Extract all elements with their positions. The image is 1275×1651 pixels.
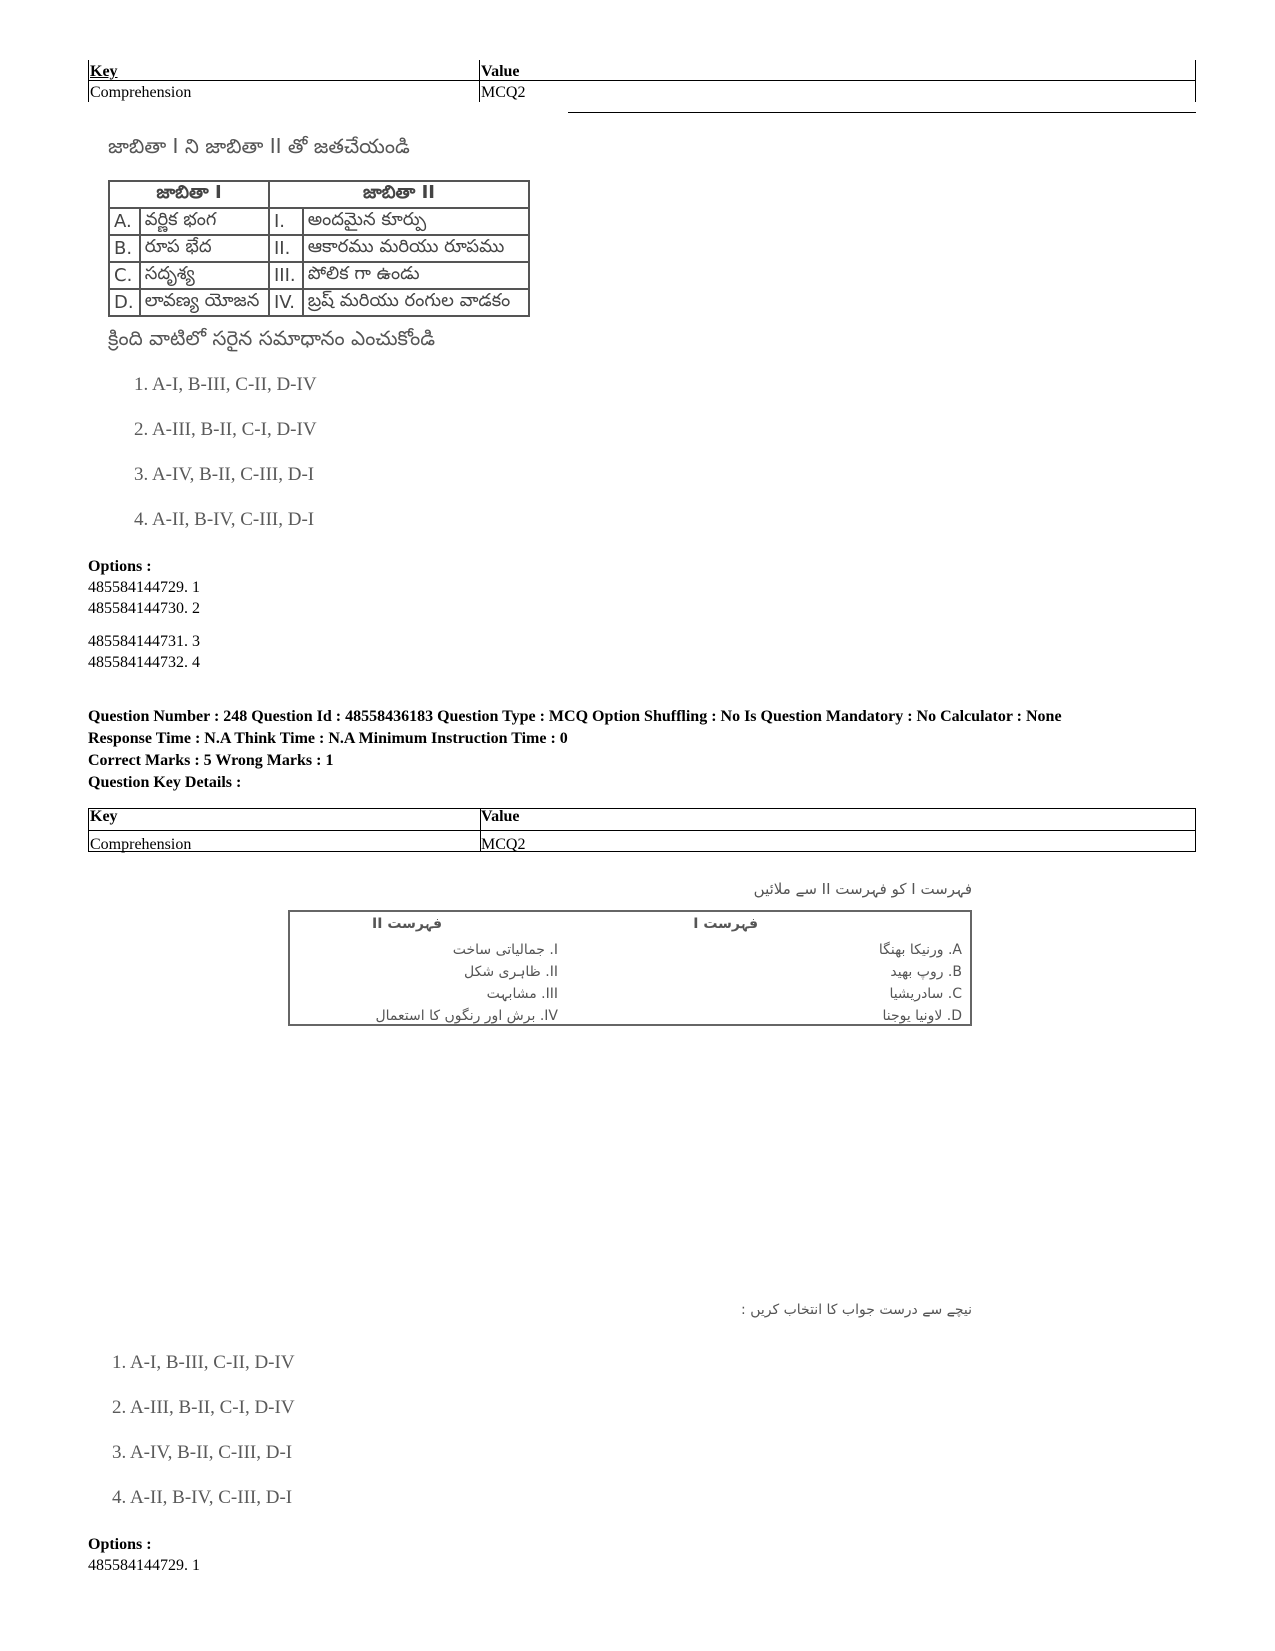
table-header-value: Value (481, 63, 520, 80)
q1-row-label: C. (109, 262, 140, 289)
question-key-details-label: Question Key Details : (88, 774, 242, 791)
q1-list1-header: జాబితా I (109, 181, 269, 208)
options-label: Options : (88, 558, 152, 575)
q2-instruction: فہرست I کو فہرست II سے ملائیں (753, 880, 972, 898)
options-label: Options : (88, 1536, 152, 1553)
q1-choice-3: 3. A-IV, B-II, C-III, D-I (134, 464, 315, 485)
table-row (109, 235, 529, 262)
option-item[interactable]: 485584144729. 1 (88, 579, 200, 596)
table-row-divider (88, 80, 1196, 81)
q1-choice-4: 4. A-II, B-IV, C-III, D-I (134, 509, 315, 530)
table-header-key: Key (90, 63, 118, 80)
table-cell-key: Comprehension (90, 836, 192, 853)
table-row (109, 289, 529, 316)
q2-row-list2: II. ظاہری شکل (464, 964, 558, 980)
q2-row-list2: I. جمالیاتی ساخت (452, 942, 558, 958)
q1-row-label: IV. (269, 289, 303, 316)
q2-row-list2: IV. برش اور رنگوں کا استعمال (375, 1008, 558, 1024)
option-item[interactable]: 485584144732. 4 (88, 654, 200, 671)
table-border-right (1195, 60, 1196, 102)
q1-row-label: A. (109, 208, 140, 235)
key-value-table-top (88, 60, 1196, 102)
q1-row-list2-text: బ్రష్ మరియు రంగుల వాడకం (303, 289, 529, 316)
table-row (109, 208, 529, 235)
q1-row-list2-text: ఆకారము మరియు రూపము (303, 235, 529, 262)
q2-row-list1: A. ورنیکا بھنگا (878, 942, 962, 958)
table-row (109, 262, 529, 289)
q1-row-list1-text: రూప భేద (140, 235, 269, 262)
table-header-value: Value (481, 808, 520, 825)
q1-choice-1: 1. A-I, B-III, C-II, D-IV (134, 374, 317, 395)
q2-row-list1: B. روپ بھید (890, 964, 962, 980)
q1-row-list2-text: అందమైన కూర్పు (303, 208, 529, 235)
q1-instruction: జాబితా I ని జాబితా II తో జతచేయండి (108, 134, 410, 158)
q2-row-list2: III. مشابہت (486, 986, 558, 1002)
q1-match-table (108, 180, 530, 317)
q2-list2-header: فہرست II (372, 916, 442, 932)
q2-choice-3: 3. A-IV, B-II, C-III, D-I (112, 1442, 293, 1463)
option-item[interactable]: 485584144729. 1 (88, 1557, 200, 1574)
q1-row-list1-text: వర్ణిక భంగ (140, 208, 269, 235)
q1-row-list2-text: పోలిక గా ఉండు (303, 262, 529, 289)
table-header-key: Key (90, 808, 118, 825)
question-meta-line: Correct Marks : 5 Wrong Marks : 1 (88, 752, 334, 769)
key-value-table-second (88, 808, 1196, 852)
q1-row-label: I. (269, 208, 303, 235)
q2-match-table (288, 910, 972, 1026)
table-column-divider (479, 60, 480, 102)
table-cell-key: Comprehension (90, 84, 192, 101)
q1-row-label: B. (109, 235, 140, 262)
table-cell-value: MCQ2 (481, 836, 526, 853)
question-meta-line: Question Number : 248 Question Id : 48558436183 Question Type : MCQ Option Shuffling : No Is Question Mandatory : No Calculator : None (88, 708, 1062, 725)
question-meta-line: Response Time : N.A Think Time : N.A Minimum Instruction Time : 0 (88, 730, 568, 747)
q1-row-label: D. (109, 289, 140, 316)
q1-row-list1-text: సదృశ్య (140, 262, 269, 289)
q2-row-list1: D. لاونیا یوجنا (882, 1008, 962, 1024)
option-item[interactable]: 485584144730. 2 (88, 600, 200, 617)
q2-prompt: نیچے سے درست جواب کا انتخاب کریں : (741, 1302, 972, 1318)
q1-list2-header: జాబితా II (269, 181, 529, 208)
table-cell-value: MCQ2 (481, 84, 526, 101)
q1-row-label: III. (269, 262, 303, 289)
table-border-left (88, 60, 89, 102)
q2-choice-1: 1. A-I, B-III, C-II, D-IV (112, 1352, 295, 1373)
q1-row-label: II. (269, 235, 303, 262)
table-row-divider (89, 830, 1195, 831)
q1-row-list1-text: లావణ్య యోజన (140, 289, 269, 316)
q1-choice-2: 2. A-III, B-II, C-I, D-IV (134, 419, 317, 440)
table-bottom-line (568, 112, 1196, 113)
q2-choice-4: 4. A-II, B-IV, C-III, D-I (112, 1487, 293, 1508)
q1-prompt: క్రింది వాటిలో సరైన సమాధానం ఎంచుకోండి (108, 326, 436, 350)
option-item[interactable]: 485584144731. 3 (88, 633, 200, 650)
q2-choice-2: 2. A-III, B-II, C-I, D-IV (112, 1397, 295, 1418)
q2-list1-header: فہرست I (693, 916, 758, 932)
q2-row-list1: C. سادریشیا (889, 986, 962, 1002)
